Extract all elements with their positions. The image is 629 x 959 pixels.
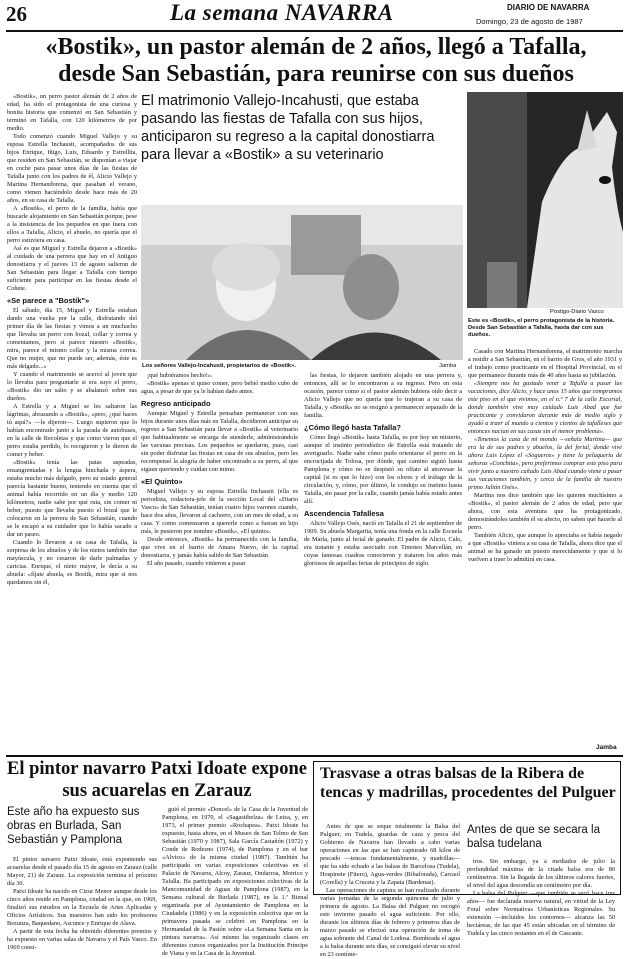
paragraph: Martina nos dice también que les quieren muchísimo a «Bostik», el pastor alemán de 2 años de edad, pero que ahora, con esta aventura que ha protagonizado, demostrándoles también él su afecto, no saben qué hacerle al perro.	[468, 492, 622, 531]
paragraph: Antes de que se seque totalmente la Balsa del Pulguer, en Tudela, guardas de caza y pesca del Gobierno de Navarra han llevado a cabo varias operaciones en las que se han capturado 68 kilos de pescado —tencas fundamentalmente, y madrillas— que ha sido echado a las balsas de Barcelosa (Tudela), Hospinete (Fitero), Agua-verdes (Ribaforada), Carcaol (Corella) y la Cruceta y la Zapata (Bardenas).	[320, 823, 460, 886]
paragraph: A partir de esta fecha ha obtenido diferentes premios y ha expuesto en varias salas de Navarra y el País Vasco. En 1969 consi-	[7, 928, 157, 951]
article2-lead: Este año ha expuesto sus obras en Burlada, San Sebastián y Pamplona	[7, 806, 140, 846]
article3-column-1	[320, 823, 460, 958]
article1-credit: Jamba	[596, 744, 617, 751]
paragraph: Desde entonces, «Bostik» ha permanecido con la familia, que vive en el barrio de Amara Nuevo, de la capital donostiarra, y jamás había salido de San Sebastián.	[141, 536, 298, 559]
couple-photo-image	[141, 205, 463, 360]
paragraph: tros. Sin embargo, ya a mediados de julio la profundidad máxima de la citada balsa era de 80 centímetros. Sin la llegada de los últimos calores fuertes, el nivel del agua descendía un centímetro por día.	[467, 858, 615, 889]
couple-photo-credit: Jamba	[439, 363, 457, 369]
paragraph: Todo comenzó cuando Miguel Vallejo y su esposa Estrella Inchausti, acompañados de sus hijos Enrique, Iñigo, Luis, Eduardo y Estrellita, que residen en San Sebastián, se disponían a viajar en coche para pasar unos días de las fiestas de Tafalla junto con los padres de él, Alicio Vallejo y Martina Hernandorena, que pasaban el verano, como vienen haciéndolo desde hace más de 20 años, en su casa de Tafalla.	[7, 133, 137, 204]
paragraph: La balsa del Pulguer —que también se secó hace tres años— fue declarada reserva natural, en virtud de la Ley Foral sobre Normativas Urbanísticas Regionales. Su extensión —incluidos los contornos— alcanza las 50 hectáreas, de las que 45 están ubicadas en el término de Tudela y las cinco restantes en el de Cascante.	[467, 890, 615, 937]
paragraph: «Bostik» apenas si quiso comer, pero bebió medio cubo de agua, a pesar de que ya le habían dado antes.	[141, 380, 298, 395]
paragraph: las fiestas, lo dejaron también alojado en una perrera y, entonces, allí se lo encontraron a su regreso. Pero en esta ocasión, parece como si el pastor alemán hubiera oído decir a Alicio Vallejo que no quería que lo trajeran a su casa de Tafalla, y «Bostik» no se resignó a permanecer separado de la familia.	[304, 372, 462, 419]
article3-column-2	[467, 858, 615, 937]
paragraph: Las operaciones de captura se han realizado durante varias jornadas de la segunda quincena de julio y primera de agosto. La Balsa del Pulguer no recogió este invierno pasado el agua suficiente. Por ello, durante los últimos días de febrero y primeros días de marzo pasado se efectuó una operación de toma de agua sobrante del Canal de Lodosa. Bombeada el agua a la balsa durante seis días, se consiguió elevar su nivel en 23 centíme-	[320, 887, 460, 958]
paragraph: También Alicio, que aunque lo apreciaba se había negado a que «Bostik» viniera a su casa de Tafalla, ahora dice que el animal se ha ganado un puesto merecidamente y que si lo vuelven a traer lo admitirá en casa.	[468, 532, 622, 563]
issue-date: Domingo, 23 de agosto de 1987	[476, 17, 583, 26]
article3-headline: Trasvase a otras balsas de la Ribera de tencas y madrillas, procedentes del Pulguer	[320, 765, 616, 801]
paragraph: Alicio Vallejo Osés, nació en Tafalla el 21 de septiembre de 1909. Su abuela Margarita, tenía una fonda en la calle Escuela de María, junto al ferial de ganado. El padre de Alicio, Calo, era tratante y estaba asociado con Timoteo Marcellán, en cuyas famosas cuadras conocieron y trataron los años más gloriosos de aquellas ferias de principios de siglo.	[304, 520, 462, 567]
paragraph: guió el premio «Doncel» de la Casa de la Juventud de Pamplona, en 1970, el «Sagastibelza» de Leiza, y, en 1973, el primer premio «Rochapea». Patxi Idoate ha expuesto, hasta ahora, en el Museo de San Telmo de San Sebastián (1970 y 1987), Sala García Castañón (1972) y Conde de Rodezno (1974), de Pamplona y en el bar «Alvico» de la misma ciudad (1987). También ha participado en varias exposiciones colectivas en el Palacio de Navarra, Alcoy, Zarauz, Ondarroa, Motrico y Tafalla. Ha participado en exposiciones colectivas de la Mancomunidad de Aguas de Pamplona (1987), en la Semana cultural de Burlada (1987), en la 1.ª Bienal organizada por el Ayuntamiento de Pamplona en la Ciudadela (1986) y en la exposición colectiva que en la primavera pasada se celebró en Pamplona en la Hermandad de la Pasión sobre «La Semana Santa en la pintura navarra». Así mismo ha organizado clases en diferentes cursos organizados por la Institución Príncipe de Viana y en la Casa de la Juventud.	[162, 806, 308, 957]
paragraph: «Tenemos la casa de mi mondo —señala Martina— que era la de sus padres y abuelos, la del ferial, donde vive ahora Luis López el «Sogueros» y tiene la peluquería de señoras «Conchita», pero preferimos comprar este piso para vivir junto a nuestro cuñado Luis Abad cuando viene a pasar sus vacaciones también, y cerca de la familia de nuestro primo Julián Osés».	[468, 436, 622, 491]
newspaper-name: DIARIO DE NAVARRA	[507, 3, 590, 12]
paragraph: El año pasado, cuando vinieron a pasar	[147, 560, 246, 567]
paragraph: Casado con Martina Hernandorena, el matrimonio marcha a residir a San Sebastián, en el barrio de Gros, el año 1931 y el trabajo como practicante en el Hospital Provincial, en el que permanece durante más de 40 años hasta su jubilación.	[468, 348, 622, 379]
page-number: 26	[6, 2, 27, 26]
paragraph: «Siempre nos ha gustado venir a Tafalla a pasar las vacaciones, dice Alicio, y hace unos 15 años que compramos este piso en el que vivimos, en el n.º 7 de la calle Escorial, donde también vive muy cuidado Luis Abad que fue practicante y convidaron durante más de medio siglo y ayudó a traer al mundo a cientos y cientos de tafalleses que entonces nacían en sus casas sin el menor problema».	[468, 380, 622, 435]
paragraph: Cómo llegó «Bostik» hasta Tafalla, es por hoy un misterio, aunque el instinto periodístico de Estrella está tratando de averiguarlo. Nadie sabe cómo pudo orientarse el perro en la encrucijada de Tolosa, por dónde, qué camino siguió hasta Pamplona y cómo no se despistó su olfato al atravesar la capital (si es que lo hizo) con los olores y el tráfago de la circulación, y, cómo, por último, le condujo su instinto hasta Tafalla, sin pasar por la calle, cuando jamás había estado antes allí.	[304, 434, 462, 505]
article1-column-4	[468, 348, 622, 742]
couple-photo	[141, 205, 463, 360]
paragraph: Así es que Miguel y Estrella dejaron a «Bostik» al cuidado de una perrera que hay en el Antiguo donostiarra y el jueves 13 de agosto salieron de San Sebastián para llegar a Tafalla con tiempo suficiente para participar en las fiestas desde el Cohete.	[7, 245, 137, 292]
article2-column-2	[162, 806, 308, 957]
article1-column-3	[304, 372, 462, 752]
article1-headline: «Bostik», un pastor alemán de 2 años, llegó a Tafalla, desde San Sebastián, para reunirse con sus dueños	[45, 34, 587, 87]
paragraph: Patxi Idoate ha nacido en Cizur Menor aunque desde los cinco años reside en Pamplona, ciudad en la que, en 1969, finalizó sus estudios en la Escuela de Artes Aplicadas y Oficios Artísticos. Sus maestros han sido los profesores Bezunza, Baquedano, Ascunce y Enrique de Alava.	[7, 888, 157, 927]
paragraph: Miguel Vallejo y su esposa Estrella Inchausti (ella es periodista, redactora-jefe de la sección Local del «Diario Vasco» de San Sebastián, tenían cuatro hijos varones cuando, hace dos años, llevaron al cachorro, con un mes de edad, a su casa. Y como comenzaron a quererle como a fueran un hijo más, le pusieron por nombre «Bostik», «El quinto».	[141, 488, 298, 535]
article1-column-1	[7, 93, 137, 751]
subheading: «Se parece a "Bostik"»	[7, 296, 90, 305]
paragraph: A «Bostik», el perro de la familia, había que buscarle alojamiento en San Sebastián porque, pese a la insistencia de los pequeños en que fuera con ellos a Tafalla, Alicio, el abuelo, no quería que el perro estuviera en casa.	[7, 205, 137, 244]
article1-lead: El matrimonio Vallejo-Incahusti, que estaba pasando las fiestas de Tafalla con sus hijos, anticiparon su regreso a la capital donostiarra para llevar a «Bostik» a su veterinario	[141, 93, 435, 163]
couple-photo-caption: Los señores Vallejo-Incahusti, propietarios de «Bostik».	[142, 363, 296, 369]
paragraph: ¡qué hubiéramos hecho!».	[147, 372, 213, 379]
dog-photo-credit: Postigo-Diario Vasco	[550, 309, 604, 315]
paragraph: Aunque Miguel y Estrella pensaban permanecer con sus hijos durante unos días más en Tafalla, decidieron anticipar su regreso a San Sebastián para llevar a «Bostik» al veterinario que habitualmente se encarga de atenderle, administrándole las vacunas precisas. Los pequeños se quedaron, pues, casi sin poder disfrutar las fiestas en casa de sus abuelos, pero les recompensó la alegría de haber encontrado a su perro, al que siguen queriendo y cuidan con mimo.	[141, 410, 298, 473]
paragraph: «Bostik», un perro pastor alemán de 2 años de edad, ha sido el protagonista de una curiosa y bonita historia que comenzó en San Sebastián y terminó en Tafalla, con 120 kilómetros de por medio.	[7, 93, 137, 132]
paragraph: Cuando lo llevaron a su casa de Tafalla, la sorpresa de los abuelos y de los nietos también fue mayúscula, y no cesaron de darle palmadas y caricias. Enrique, el nieto mayor, le decía a su abuela: «fíjate abuela, es Bostik, mira que si nos quedamos sin él,	[7, 539, 137, 586]
subheading: «El Quinto»	[141, 477, 183, 486]
paragraph: A Estrella y a Miguel se les saltaron las lágrimas, abrazando a «Bostik», «pero, ¿qué haces tú aquí?» —le dijeron—. Luego supieron que lo habían encontrado junto a la parada de autobuses, en la calle de Recoletas y que como vieron que el perro estaba perdido, lo recogieron y le dieron de comer y beber.	[7, 403, 137, 458]
dog-photo-caption: Este es «Bostik», el perro protagonista de la historia. Desde San Sebastián a Tafalla, hasta dar con sus dueños.	[468, 318, 615, 338]
paragraph: El pintor navarro Patxi Idoate, está exponiendo sus acuarelas desde el pasado día 15 de agosto en Zarauz (calle Mayor, 21) de Zarauz. La exposición termina el próximo día 30.	[7, 856, 157, 887]
paragraph: El sábado, día 15, Miguel y Estrella estaban dando una vuelta por la calle, disfrutando del primer día de las fiestas y vimos a un muchacho que llevaba un perro con bozal, collar y correa y comentamos, pero si parece nuestro «Bostik», mira, parece el mismo collar y la misma correa. Que no mujer, que no puede ser, además, éste es más delgado...»	[7, 307, 137, 370]
masthead-rule	[6, 30, 623, 32]
subheading: Regreso anticipado	[141, 399, 211, 408]
dog-photo-image	[467, 92, 623, 308]
paragraph: «Bostik» tenía las patas aspeadas, ensangrentadas y la lengua hinchada y áspera, estaba mucho más delgado, pero su estado general parecía bastante bueno, teniendo en cuenta que el animal había recorrido en un día y medio 120 kilómetros, nadie sabe por qué ruta, sin comer ni beber, puesto que llevaba puesto el bozal que le colocaron en la perrera de San Sebastián, cuando se le escapó a su cuidador que lo había sacado a dar un paseo.	[7, 459, 137, 538]
paragraph: Y cuando el matrimonio se acercó al joven que lo llevaba para preguntarle si era suyo el perro, «Bostik» dio un salto y se abalanzó sobre sus dueños.	[7, 371, 137, 402]
dog-photo	[467, 92, 623, 308]
subheading: ¿Cómo llegó hasta Tafalla?	[304, 423, 401, 432]
article2-column-1	[7, 856, 157, 951]
subheading: Ascendencia Tafallesa	[304, 509, 384, 518]
article2-headline: El pintor navarro Patxi Idoate expone sus acuarelas en Zarauz	[7, 759, 307, 801]
article1-column-2	[141, 372, 298, 752]
article-separator	[6, 755, 623, 757]
article3-lead: Antes de que se secara la balsa tudelana	[467, 824, 600, 850]
section-title: La semana NAVARRA	[170, 0, 394, 25]
